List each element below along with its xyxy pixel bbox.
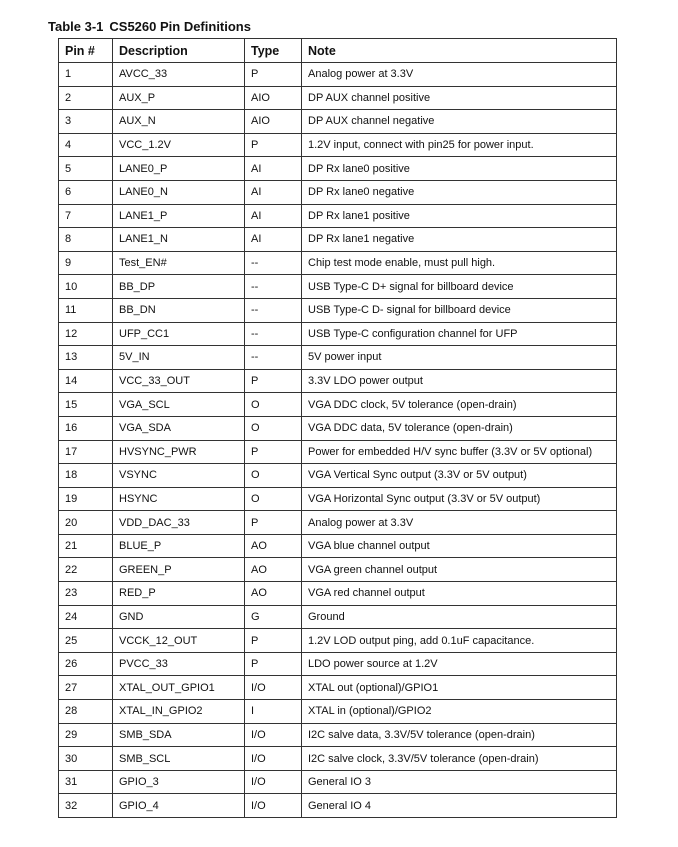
type-cell: -- xyxy=(245,322,302,346)
type-cell: P xyxy=(245,440,302,464)
type-cell: G xyxy=(245,605,302,629)
note-cell: USB Type-C D+ signal for billboard device xyxy=(302,275,617,299)
table-row xyxy=(59,157,617,181)
table-row xyxy=(59,133,617,157)
pin-number-cell: 9 xyxy=(59,251,113,275)
type-cell: AO xyxy=(245,558,302,582)
table-row xyxy=(59,110,617,134)
pin-number-cell: 27 xyxy=(59,676,113,700)
description-cell: AUX_P xyxy=(113,86,245,110)
type-cell: I/O xyxy=(245,723,302,747)
table-row xyxy=(59,251,617,275)
table-row xyxy=(59,700,617,724)
table-caption-text: CS5260 Pin Definitions xyxy=(109,19,251,34)
note-cell: USB Type-C D- signal for billboard device xyxy=(302,298,617,322)
note-cell: VGA Vertical Sync output (3.3V or 5V output) xyxy=(302,464,617,488)
note-cell: VGA DDC clock, 5V tolerance (open-drain) xyxy=(302,393,617,417)
header-type: Type xyxy=(245,39,302,63)
pin-number-cell: 15 xyxy=(59,393,113,417)
pin-number-cell: 30 xyxy=(59,747,113,771)
pin-number-cell: 17 xyxy=(59,440,113,464)
table-row xyxy=(59,558,617,582)
table-row xyxy=(59,652,617,676)
note-cell: XTAL out (optional)/GPIO1 xyxy=(302,676,617,700)
type-cell: O xyxy=(245,393,302,417)
note-cell: DP Rx lane0 negative xyxy=(302,180,617,204)
pin-number-cell: 4 xyxy=(59,133,113,157)
note-cell: LDO power source at 1.2V xyxy=(302,652,617,676)
description-cell: SMB_SDA xyxy=(113,723,245,747)
table-row xyxy=(59,322,617,346)
note-cell: VGA red channel output xyxy=(302,582,617,606)
table-body xyxy=(59,63,617,818)
table-row xyxy=(59,511,617,535)
description-cell: VCC_33_OUT xyxy=(113,369,245,393)
table-row xyxy=(59,770,617,794)
pin-number-cell: 28 xyxy=(59,700,113,724)
type-cell: AI xyxy=(245,157,302,181)
description-cell: LANE0_N xyxy=(113,180,245,204)
table-row xyxy=(59,86,617,110)
table-row xyxy=(59,676,617,700)
table-row xyxy=(59,605,617,629)
type-cell: I xyxy=(245,700,302,724)
description-cell: GPIO_4 xyxy=(113,794,245,818)
type-cell: -- xyxy=(245,346,302,370)
pin-number-cell: 11 xyxy=(59,298,113,322)
table-row xyxy=(59,369,617,393)
table-row xyxy=(59,298,617,322)
table-row xyxy=(59,63,617,87)
type-cell: P xyxy=(245,63,302,87)
pin-number-cell: 22 xyxy=(59,558,113,582)
description-cell: VGA_SDA xyxy=(113,416,245,440)
description-cell: VGA_SCL xyxy=(113,393,245,417)
description-cell: GND xyxy=(113,605,245,629)
type-cell: -- xyxy=(245,298,302,322)
description-cell: BB_DP xyxy=(113,275,245,299)
description-cell: GPIO_3 xyxy=(113,770,245,794)
note-cell: DP Rx lane1 positive xyxy=(302,204,617,228)
description-cell: VSYNC xyxy=(113,464,245,488)
type-cell: -- xyxy=(245,251,302,275)
note-cell: DP Rx lane1 negative xyxy=(302,228,617,252)
table-row xyxy=(59,534,617,558)
note-cell: DP Rx lane0 positive xyxy=(302,157,617,181)
note-cell: Chip test mode enable, must pull high. xyxy=(302,251,617,275)
description-cell: LANE1_N xyxy=(113,228,245,252)
description-cell: LANE0_P xyxy=(113,157,245,181)
note-cell: VGA DDC data, 5V tolerance (open-drain) xyxy=(302,416,617,440)
header-note: Note xyxy=(302,39,617,63)
type-cell: O xyxy=(245,464,302,488)
description-cell: AVCC_33 xyxy=(113,63,245,87)
note-cell: 5V power input xyxy=(302,346,617,370)
description-cell: VCC_1.2V xyxy=(113,133,245,157)
pin-number-cell: 5 xyxy=(59,157,113,181)
table-header xyxy=(59,39,617,63)
note-cell: Analog power at 3.3V xyxy=(302,63,617,87)
description-cell: BB_DN xyxy=(113,298,245,322)
table-row xyxy=(59,393,617,417)
type-cell: O xyxy=(245,487,302,511)
type-cell: AI xyxy=(245,180,302,204)
pin-number-cell: 2 xyxy=(59,86,113,110)
pin-number-cell: 21 xyxy=(59,534,113,558)
type-cell: O xyxy=(245,416,302,440)
description-cell: Test_EN# xyxy=(113,251,245,275)
pin-number-cell: 32 xyxy=(59,794,113,818)
pin-number-cell: 18 xyxy=(59,464,113,488)
type-cell: I/O xyxy=(245,770,302,794)
table-row xyxy=(59,629,617,653)
pin-number-cell: 16 xyxy=(59,416,113,440)
pin-number-cell: 20 xyxy=(59,511,113,535)
type-cell: I/O xyxy=(245,747,302,771)
note-cell: 1.2V input, connect with pin25 for power input. xyxy=(302,133,617,157)
pin-number-cell: 26 xyxy=(59,652,113,676)
description-cell: VCCK_12_OUT xyxy=(113,629,245,653)
note-cell: Power for embedded H/V sync buffer (3.3V or 5V optional) xyxy=(302,440,617,464)
description-cell: XTAL_IN_GPIO2 xyxy=(113,700,245,724)
type-cell: AI xyxy=(245,204,302,228)
note-cell: XTAL in (optional)/GPIO2 xyxy=(302,700,617,724)
description-cell: GREEN_P xyxy=(113,558,245,582)
description-cell: 5V_IN xyxy=(113,346,245,370)
pin-number-cell: 31 xyxy=(59,770,113,794)
note-cell: VGA blue channel output xyxy=(302,534,617,558)
description-cell: LANE1_P xyxy=(113,204,245,228)
pin-number-cell: 7 xyxy=(59,204,113,228)
table-row xyxy=(59,794,617,818)
table-row xyxy=(59,416,617,440)
type-cell: -- xyxy=(245,275,302,299)
note-cell: 1.2V LOD output ping, add 0.1uF capacitance. xyxy=(302,629,617,653)
description-cell: SMB_SCL xyxy=(113,747,245,771)
description-cell: UFP_CC1 xyxy=(113,322,245,346)
note-cell: General IO 4 xyxy=(302,794,617,818)
note-cell: Ground xyxy=(302,605,617,629)
pin-definitions-table xyxy=(58,38,617,818)
type-cell: P xyxy=(245,629,302,653)
type-cell: P xyxy=(245,133,302,157)
type-cell: P xyxy=(245,652,302,676)
table-row xyxy=(59,228,617,252)
note-cell: VGA Horizontal Sync output (3.3V or 5V output) xyxy=(302,487,617,511)
pin-number-cell: 23 xyxy=(59,582,113,606)
table-row xyxy=(59,275,617,299)
table-caption-number: Table 3-1 xyxy=(48,19,104,34)
type-cell: AIO xyxy=(245,110,302,134)
type-cell: I/O xyxy=(245,676,302,700)
pin-number-cell: 24 xyxy=(59,605,113,629)
table-row xyxy=(59,723,617,747)
note-cell: Analog power at 3.3V xyxy=(302,511,617,535)
note-cell: DP AUX channel negative xyxy=(302,110,617,134)
type-cell: I/O xyxy=(245,794,302,818)
description-cell: HVSYNC_PWR xyxy=(113,440,245,464)
description-cell: AUX_N xyxy=(113,110,245,134)
table-row xyxy=(59,180,617,204)
description-cell: RED_P xyxy=(113,582,245,606)
description-cell: BLUE_P xyxy=(113,534,245,558)
note-cell: DP AUX channel positive xyxy=(302,86,617,110)
pin-number-cell: 8 xyxy=(59,228,113,252)
note-cell: USB Type-C configuration channel for UFP xyxy=(302,322,617,346)
description-cell: PVCC_33 xyxy=(113,652,245,676)
pin-number-cell: 14 xyxy=(59,369,113,393)
type-cell: P xyxy=(245,369,302,393)
pin-number-cell: 25 xyxy=(59,629,113,653)
pin-number-cell: 12 xyxy=(59,322,113,346)
description-cell: HSYNC xyxy=(113,487,245,511)
table-row xyxy=(59,440,617,464)
table-row xyxy=(59,747,617,771)
description-cell: VDD_DAC_33 xyxy=(113,511,245,535)
pin-number-cell: 19 xyxy=(59,487,113,511)
note-cell: VGA green channel output xyxy=(302,558,617,582)
type-cell: AI xyxy=(245,228,302,252)
pin-number-cell: 13 xyxy=(59,346,113,370)
pin-number-cell: 29 xyxy=(59,723,113,747)
table-row xyxy=(59,582,617,606)
header-description: Description xyxy=(113,39,245,63)
header-row xyxy=(59,39,617,63)
pin-number-cell: 10 xyxy=(59,275,113,299)
pin-number-cell: 3 xyxy=(59,110,113,134)
type-cell: AIO xyxy=(245,86,302,110)
note-cell: 3.3V LDO power output xyxy=(302,369,617,393)
note-cell: General IO 3 xyxy=(302,770,617,794)
table-row xyxy=(59,346,617,370)
table-row xyxy=(59,464,617,488)
pin-number-cell: 1 xyxy=(59,63,113,87)
note-cell: I2C salve data, 3.3V/5V tolerance (open-drain) xyxy=(302,723,617,747)
type-cell: P xyxy=(245,511,302,535)
note-cell: I2C salve clock, 3.3V/5V tolerance (open-drain) xyxy=(302,747,617,771)
pin-number-cell: 6 xyxy=(59,180,113,204)
table-caption xyxy=(48,19,251,34)
header-pin-number: Pin # xyxy=(59,39,113,63)
type-cell: AO xyxy=(245,534,302,558)
table-row xyxy=(59,487,617,511)
description-cell: XTAL_OUT_GPIO1 xyxy=(113,676,245,700)
type-cell: AO xyxy=(245,582,302,606)
table-row xyxy=(59,204,617,228)
